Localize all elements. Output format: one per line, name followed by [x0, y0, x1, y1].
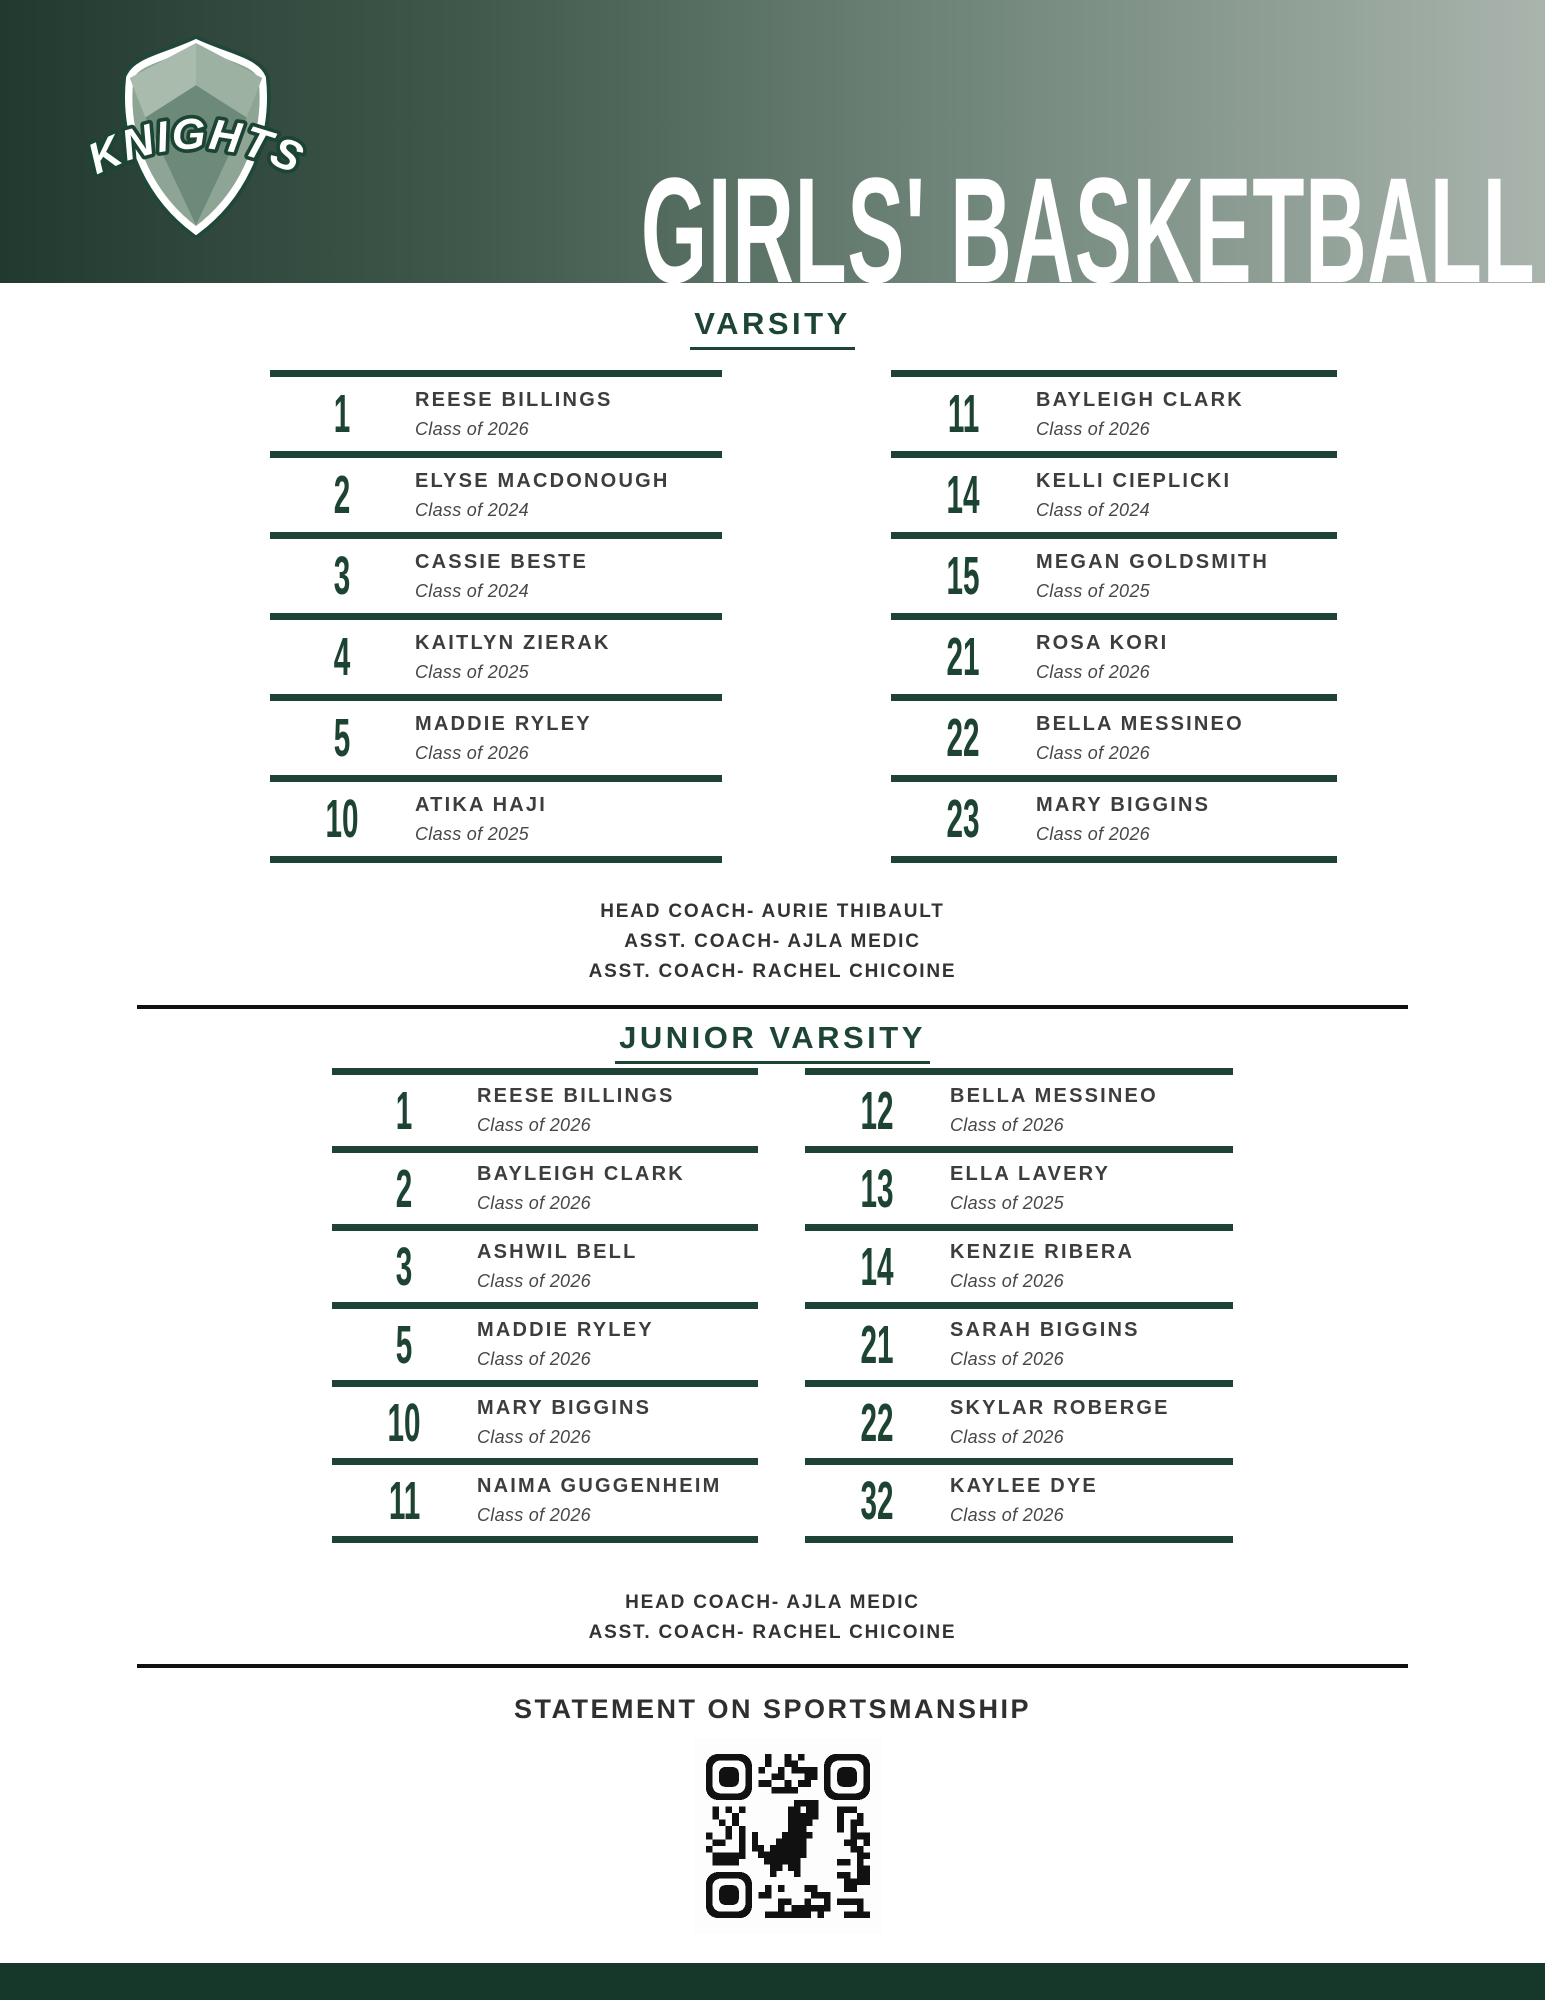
- row-top-bar: [805, 1458, 1233, 1465]
- roster-row: [332, 1224, 758, 1302]
- player-number: 1: [334, 384, 351, 444]
- row-top-bar: [332, 1302, 758, 1309]
- player-class: Class of 2026: [950, 1349, 1064, 1369]
- varsity-roster-right: [891, 370, 1337, 863]
- row-top-bar: [270, 613, 722, 620]
- logo-team-name: KNIGHTS: [80, 110, 312, 184]
- player-name: KAYLEE DYE: [950, 1475, 1098, 1497]
- roster-row: [270, 775, 722, 856]
- player-class: Class of 2026: [1036, 742, 1150, 763]
- roster-row: [270, 613, 722, 694]
- roster-row: [332, 1068, 758, 1146]
- roster-row: [805, 1146, 1233, 1224]
- player-class: Class of 2025: [415, 661, 529, 682]
- roster-row: [805, 1458, 1233, 1536]
- row-top-bar: [805, 1380, 1233, 1387]
- player-name: REESE BILLINGS: [415, 388, 613, 411]
- roster-row: [805, 1302, 1233, 1380]
- player-name: ASHWIL BELL: [477, 1241, 638, 1263]
- player-number: 12: [860, 1080, 895, 1141]
- player-class: Class of 2026: [1036, 823, 1150, 844]
- player-class: Class of 2024: [415, 580, 529, 601]
- jv-roster-right: [805, 1068, 1233, 1543]
- player-name: MADDIE RYLEY: [415, 712, 592, 735]
- roster-row: [332, 1302, 758, 1380]
- player-class: Class of 2025: [415, 823, 529, 844]
- player-class: Class of 2026: [415, 742, 529, 763]
- row-top-bar: [332, 1380, 758, 1387]
- row-top-bar: [891, 613, 1337, 620]
- player-class: Class of 2026: [950, 1271, 1064, 1291]
- player-name: BAYLEIGH CLARK: [1036, 388, 1244, 411]
- player-name: BAYLEIGH CLARK: [477, 1163, 685, 1185]
- player-number: 21: [860, 1314, 895, 1375]
- row-top-bar: [270, 370, 722, 377]
- player-name: MARY BIGGINS: [477, 1397, 652, 1419]
- player-class: Class of 2024: [1036, 499, 1150, 520]
- player-name: NAIMA GUGGENHEIM: [477, 1475, 722, 1497]
- player-name: SKYLAR ROBERGE: [950, 1397, 1170, 1419]
- row-top-bar: [270, 532, 722, 539]
- player-class: Class of 2026: [950, 1115, 1064, 1135]
- roster-row: [270, 694, 722, 775]
- table-bottom-bar: [270, 856, 722, 863]
- player-number: 14: [860, 1236, 895, 1297]
- row-top-bar: [805, 1302, 1233, 1309]
- player-name: MEGAN GOLDSMITH: [1036, 550, 1269, 573]
- jv-heading-row: [0, 1020, 1545, 1064]
- player-number: 2: [334, 465, 351, 525]
- row-top-bar: [891, 451, 1337, 458]
- player-number: 3: [396, 1236, 413, 1297]
- player-number: 13: [860, 1158, 895, 1219]
- player-number: 32: [860, 1470, 895, 1531]
- player-name: SARAH BIGGINS: [950, 1319, 1140, 1341]
- section-divider: [137, 1664, 1408, 1668]
- player-name: KELLI CIEPLICKI: [1036, 469, 1232, 492]
- coach-line: ASST. COACH- RACHEL CHICOINE: [588, 1622, 957, 1643]
- roster-row: [805, 1380, 1233, 1458]
- roster-row: [805, 1068, 1233, 1146]
- player-number: 1: [396, 1080, 413, 1141]
- player-name: ELYSE MACDONOUGH: [415, 469, 670, 492]
- coach-line: HEAD COACH- AJLA MEDIC: [625, 1592, 920, 1613]
- player-number: 14: [946, 465, 981, 525]
- row-top-bar: [891, 694, 1337, 701]
- player-class: Class of 2026: [477, 1505, 591, 1525]
- section-divider: [137, 1005, 1408, 1009]
- coach-line: HEAD COACH- AURIE THIBAULT: [600, 901, 945, 922]
- qr-code-image: [706, 1754, 870, 1918]
- player-number: 10: [387, 1392, 422, 1453]
- row-top-bar: [891, 532, 1337, 539]
- player-class: Class of 2026: [477, 1271, 591, 1291]
- jv-section-heading: JUNIOR VARSITY: [615, 1020, 930, 1064]
- player-name: BELLA MESSINEO: [1036, 712, 1244, 735]
- player-class: Class of 2026: [1036, 418, 1150, 439]
- player-number: 10: [325, 789, 360, 849]
- footer-bar: [0, 1963, 1545, 2000]
- roster-row: [891, 775, 1337, 856]
- row-top-bar: [270, 694, 722, 701]
- player-class: Class of 2025: [950, 1193, 1064, 1213]
- player-number: 21: [946, 627, 981, 687]
- table-bottom-bar: [805, 1536, 1233, 1543]
- knights-logo: [58, 30, 334, 251]
- row-top-bar: [332, 1224, 758, 1231]
- roster-row: [891, 451, 1337, 532]
- jv-roster-left: [332, 1068, 758, 1543]
- varsity-section-heading: VARSITY: [690, 306, 855, 350]
- player-name: BELLA MESSINEO: [950, 1085, 1158, 1107]
- varsity-coaches: [0, 897, 1545, 987]
- row-top-bar: [270, 775, 722, 782]
- roster-row: [891, 613, 1337, 694]
- player-class: Class of 2025: [1036, 580, 1150, 601]
- row-top-bar: [332, 1458, 758, 1465]
- coach-line: ASST. COACH- RACHEL CHICOINE: [588, 961, 957, 982]
- roster-row: [270, 532, 722, 613]
- roster-row: [891, 694, 1337, 775]
- row-top-bar: [891, 370, 1337, 377]
- player-number: 23: [946, 789, 981, 849]
- row-top-bar: [805, 1146, 1233, 1153]
- player-class: Class of 2024: [415, 499, 529, 520]
- roster-row: [891, 370, 1337, 451]
- player-number: 22: [946, 708, 981, 768]
- dino-icon: [752, 1800, 819, 1877]
- row-top-bar: [891, 775, 1337, 782]
- jv-coaches: [0, 1588, 1545, 1648]
- varsity-heading-row: [0, 306, 1545, 350]
- player-class: Class of 2026: [477, 1193, 591, 1213]
- row-top-bar: [805, 1068, 1233, 1075]
- player-name: KENZIE RIBERA: [950, 1241, 1135, 1263]
- table-bottom-bar: [891, 856, 1337, 863]
- player-class: Class of 2026: [477, 1427, 591, 1447]
- player-class: Class of 2026: [950, 1427, 1064, 1447]
- player-number: 11: [947, 384, 980, 444]
- table-bottom-bar: [332, 1536, 758, 1543]
- player-number: 15: [946, 546, 981, 606]
- player-name: REESE BILLINGS: [477, 1085, 675, 1107]
- player-name: MADDIE RYLEY: [477, 1319, 654, 1341]
- varsity-roster-left: [270, 370, 722, 863]
- player-name: ATIKA HAJI: [415, 793, 547, 816]
- player-number: 4: [334, 627, 351, 687]
- player-class: Class of 2026: [415, 418, 529, 439]
- player-name: KAITLYN ZIERAK: [415, 631, 611, 654]
- roster-row: [332, 1380, 758, 1458]
- player-class: Class of 2026: [477, 1349, 591, 1369]
- coach-line: ASST. COACH- AJLA MEDIC: [624, 931, 921, 952]
- player-number: 22: [860, 1392, 895, 1453]
- player-name: CASSIE BESTE: [415, 550, 589, 573]
- page-title: GIRLS' BASKETBALL: [640, 146, 1535, 283]
- row-top-bar: [270, 451, 722, 458]
- row-top-bar: [332, 1068, 758, 1075]
- roster-row: [805, 1224, 1233, 1302]
- player-number: 5: [334, 708, 351, 768]
- roster-row: [332, 1458, 758, 1536]
- player-number: 5: [396, 1314, 413, 1375]
- roster-row: [270, 370, 722, 451]
- row-top-bar: [332, 1146, 758, 1153]
- header-banner: [0, 0, 1545, 283]
- player-number: 3: [334, 546, 351, 606]
- player-name: ROSA KORI: [1036, 631, 1169, 654]
- qr-code: [694, 1738, 882, 1934]
- row-top-bar: [805, 1224, 1233, 1231]
- player-class: Class of 2026: [477, 1115, 591, 1135]
- player-number: 11: [388, 1470, 421, 1531]
- player-name: ELLA LAVERY: [950, 1163, 1111, 1185]
- roster-row: [332, 1146, 758, 1224]
- roster-row: [891, 532, 1337, 613]
- player-class: Class of 2026: [1036, 661, 1150, 682]
- player-class: Class of 2026: [950, 1505, 1064, 1525]
- sportsmanship-heading: STATEMENT ON SPORTSMANSHIP: [513, 1694, 1031, 1724]
- player-number: 2: [396, 1158, 413, 1219]
- player-name: MARY BIGGINS: [1036, 793, 1211, 816]
- roster-row: [270, 451, 722, 532]
